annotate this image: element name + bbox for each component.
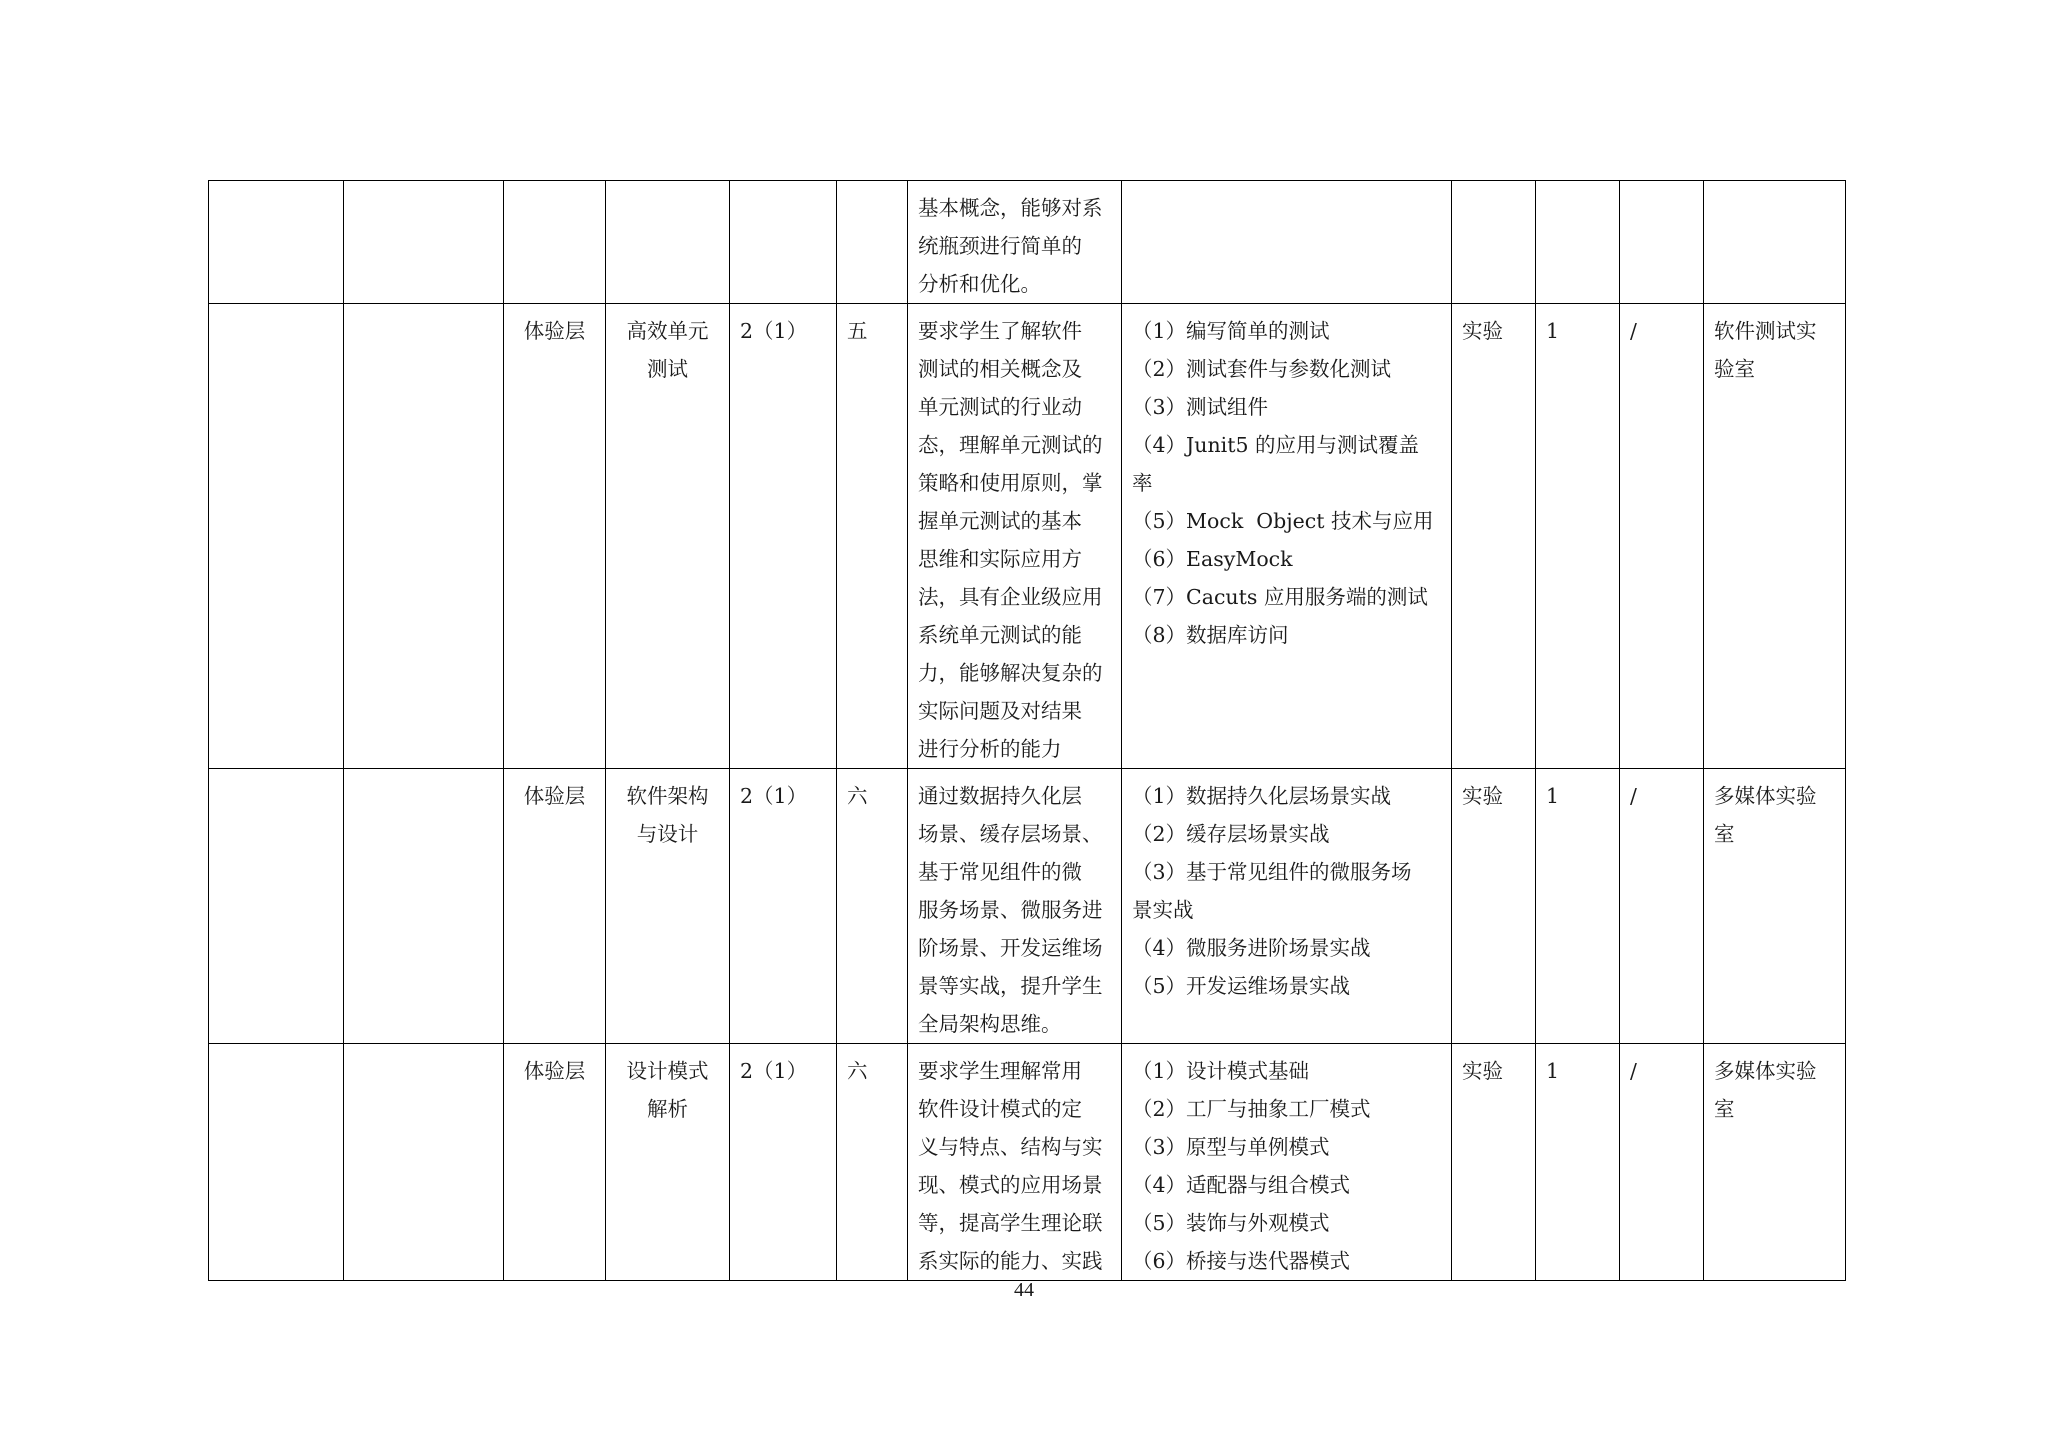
project-line: 软件架构 xyxy=(626,784,709,808)
lab-line: 室 xyxy=(1714,822,1735,846)
objective-line: 要求学生了解软件 xyxy=(918,319,1082,343)
cell-required: / xyxy=(1620,304,1704,769)
project-line: 与设计 xyxy=(636,822,699,846)
cell-content xyxy=(1122,1044,1452,1281)
table-row xyxy=(209,304,1846,769)
cell-category xyxy=(209,769,344,1044)
content-item: （2）工厂与抽象工厂模式 xyxy=(1132,1097,1371,1121)
cell-content xyxy=(1122,181,1452,304)
cell-required: / xyxy=(1620,769,1704,1044)
course-table xyxy=(208,180,1846,1281)
objective-line: 分析和优化。 xyxy=(918,272,1041,296)
cell-group: 1 xyxy=(1536,304,1620,769)
objective-line: 全局架构思维。 xyxy=(918,1012,1062,1036)
objective-line: 进行分析的能力 xyxy=(918,737,1062,761)
content-item: （8）数据库访问 xyxy=(1132,623,1289,647)
cell-required: / xyxy=(1620,1044,1704,1281)
objective-line: 现、模式的应用场景 xyxy=(918,1173,1103,1197)
cell-module xyxy=(344,304,504,769)
objective-line: 法，具有企业级应用 xyxy=(918,585,1103,609)
cell-category xyxy=(209,181,344,304)
objective-line: 测试的相关概念及 xyxy=(918,357,1082,381)
lab-line: 多媒体实验 xyxy=(1714,784,1817,808)
content-item: （7）Cacuts 应用服务端的测试 xyxy=(1132,585,1428,609)
table-row xyxy=(209,181,1846,304)
cell-semester: 五 xyxy=(837,304,908,769)
table-row xyxy=(209,769,1846,1044)
content-item: （2）测试套件与参数化测试 xyxy=(1132,357,1392,381)
objective-line: 单元测试的行业动 xyxy=(918,395,1082,419)
cell-group xyxy=(1536,181,1620,304)
project-line: 解析 xyxy=(647,1097,688,1121)
cell-type xyxy=(1452,181,1536,304)
cell-semester: 六 xyxy=(837,769,908,1044)
cell-project xyxy=(606,304,730,769)
objective-line: 力，能够解决复杂的 xyxy=(918,661,1103,685)
cell-type: 实验 xyxy=(1452,769,1536,1044)
cell-type: 实验 xyxy=(1452,1044,1536,1281)
objective-line: 握单元测试的基本 xyxy=(918,509,1082,533)
objective-line: 系实际的能力、实践 xyxy=(918,1249,1103,1273)
objective-line: 基于常见组件的微 xyxy=(918,860,1082,884)
objective-line: 软件设计模式的定 xyxy=(918,1097,1082,1121)
cell-module xyxy=(344,1044,504,1281)
cell-hours: 2（1） xyxy=(730,769,837,1044)
cell-module xyxy=(344,181,504,304)
cell-group: 1 xyxy=(1536,769,1620,1044)
cell-level: 体验层 xyxy=(504,1044,606,1281)
content-item: （5）开发运维场景实战 xyxy=(1132,974,1351,998)
objective-line: 系统单元测试的能 xyxy=(918,623,1082,647)
cell-group: 1 xyxy=(1536,1044,1620,1281)
objective-line: 实际问题及对结果 xyxy=(918,699,1082,723)
cell-hours xyxy=(730,181,837,304)
objective-line: 要求学生理解常用 xyxy=(918,1059,1082,1083)
objective-line: 阶场景、开发运维场 xyxy=(918,936,1103,960)
content-item: （4）Junit5 的应用与测试覆盖 率 xyxy=(1132,433,1420,495)
cell-category xyxy=(209,304,344,769)
objective-line: 态，理解单元测试的 xyxy=(918,433,1103,457)
content-item: （1）设计模式基础 xyxy=(1132,1059,1310,1083)
lab-line: 软件测试实 xyxy=(1714,319,1817,343)
lab-line: 验室 xyxy=(1714,357,1755,381)
cell-required xyxy=(1620,181,1704,304)
cell-lab xyxy=(1704,304,1846,769)
objective-line: 等，提高学生理论联 xyxy=(918,1211,1103,1235)
objective-line: 通过数据持久化层 xyxy=(918,784,1082,808)
content-item: （2）缓存层场景实战 xyxy=(1132,822,1330,846)
objective-line: 场景、缓存层场景、 xyxy=(918,822,1103,846)
content-item: （3）原型与单例模式 xyxy=(1132,1135,1330,1159)
content-item: （5）Mock Object 技术与应用 xyxy=(1132,509,1434,533)
lab-line: 室 xyxy=(1714,1097,1735,1121)
content-item: （6）桥接与迭代器模式 xyxy=(1132,1249,1351,1273)
cell-hours: 2（1） xyxy=(730,1044,837,1281)
content-item: （3）测试组件 xyxy=(1132,395,1269,419)
project-line: 测试 xyxy=(647,357,688,381)
content-item: （6）EasyMock xyxy=(1132,547,1293,571)
project-line: 设计模式 xyxy=(626,1059,709,1083)
cell-project xyxy=(606,1044,730,1281)
cell-type: 实验 xyxy=(1452,304,1536,769)
project-line: 高效单元 xyxy=(626,319,709,343)
objective-line: 统瓶颈进行简单的 xyxy=(918,234,1082,258)
cell-semester: 六 xyxy=(837,1044,908,1281)
table-row xyxy=(209,1044,1846,1281)
cell-project xyxy=(606,181,730,304)
cell-objective xyxy=(908,304,1122,769)
objective-line: 基本概念，能够对系 xyxy=(918,196,1103,220)
cell-lab xyxy=(1704,769,1846,1044)
cell-module xyxy=(344,769,504,1044)
cell-objective xyxy=(908,769,1122,1044)
cell-objective xyxy=(908,1044,1122,1281)
cell-content xyxy=(1122,769,1452,1044)
content-item: （5）装饰与外观模式 xyxy=(1132,1211,1330,1235)
content-item: （4）适配器与组合模式 xyxy=(1132,1173,1351,1197)
cell-lab xyxy=(1704,1044,1846,1281)
cell-content xyxy=(1122,304,1452,769)
cell-level: 体验层 xyxy=(504,304,606,769)
cell-level xyxy=(504,181,606,304)
objective-line: 景等实战，提升学生 xyxy=(918,974,1103,998)
content-item: （4）微服务进阶场景实战 xyxy=(1132,936,1371,960)
cell-project xyxy=(606,769,730,1044)
cell-semester xyxy=(837,181,908,304)
content-item: （3）基于常见组件的微服务场 景实战 xyxy=(1132,860,1412,922)
lab-line: 多媒体实验 xyxy=(1714,1059,1817,1083)
objective-line: 服务场景、微服务进 xyxy=(918,898,1103,922)
cell-objective xyxy=(908,181,1122,304)
cell-hours: 2（1） xyxy=(730,304,837,769)
objective-line: 策略和使用原则，掌 xyxy=(918,471,1103,495)
cell-lab xyxy=(1704,181,1846,304)
page-number: 44 xyxy=(1014,1279,1034,1301)
content-item: （1）数据持久化层场景实战 xyxy=(1132,784,1392,808)
objective-line: 思维和实际应用方 xyxy=(918,547,1082,571)
cell-category xyxy=(209,1044,344,1281)
cell-level: 体验层 xyxy=(504,769,606,1044)
content-item: （1）编写简单的测试 xyxy=(1132,319,1330,343)
objective-line: 义与特点、结构与实 xyxy=(918,1135,1103,1159)
